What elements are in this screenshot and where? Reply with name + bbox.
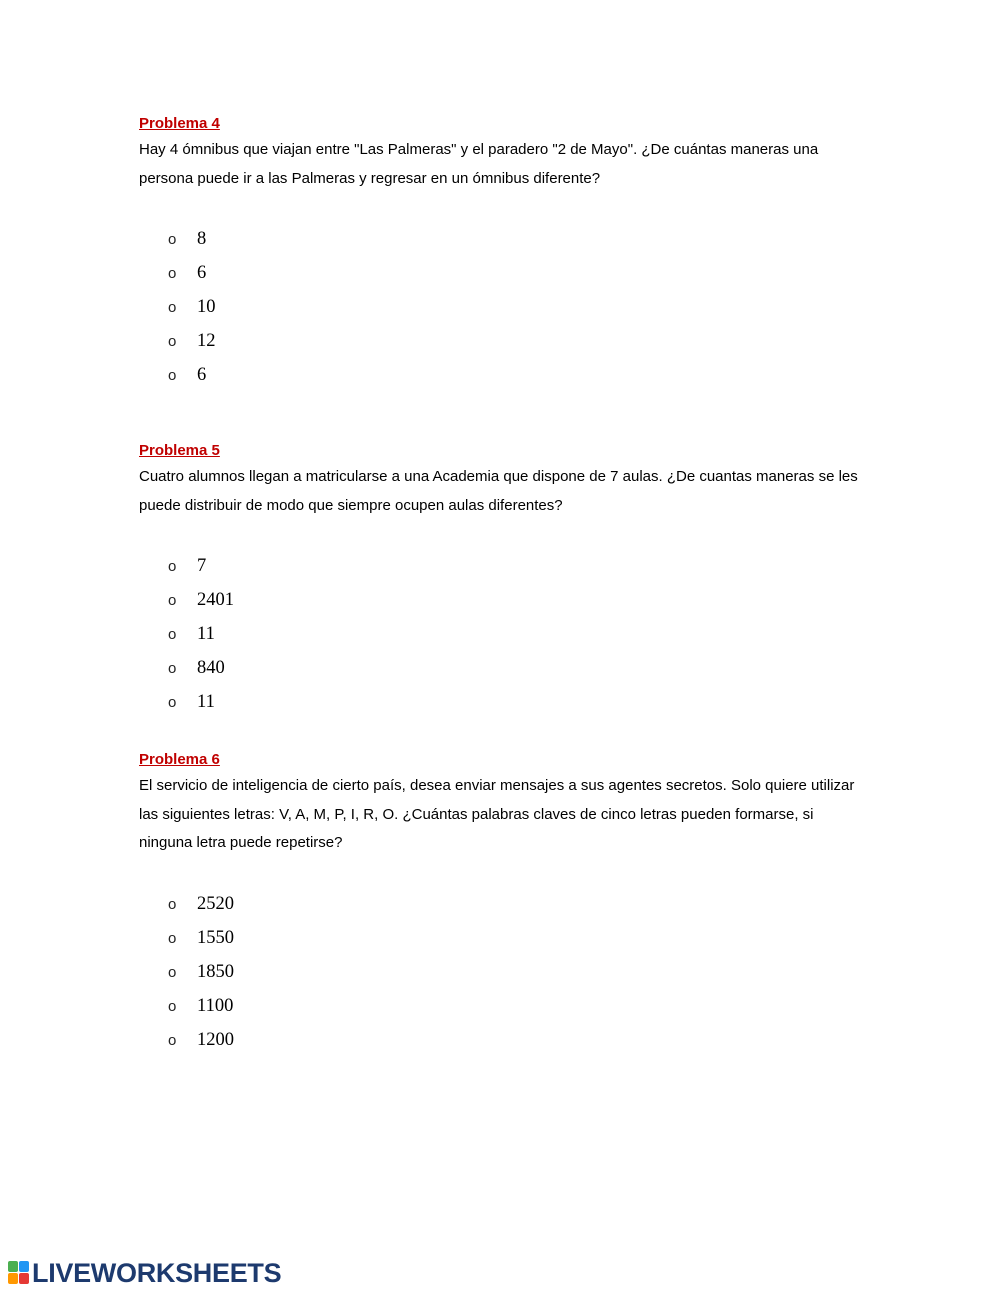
option-list-problem-5 (168, 549, 234, 719)
option-item[interactable] (168, 685, 234, 719)
liveworksheets-logo (8, 1259, 281, 1287)
option-item[interactable] (168, 583, 234, 617)
option-label: 12 (197, 330, 216, 351)
option-item[interactable] (168, 955, 234, 989)
option-label: 1200 (197, 1029, 234, 1050)
option-label: 840 (197, 657, 225, 678)
radio-bullet-icon[interactable]: o (168, 366, 177, 384)
liveworksheets-logo-text: LIVEWORKSHEETS (32, 1257, 282, 1288)
radio-bullet-icon[interactable]: o (168, 895, 177, 913)
radio-bullet-icon[interactable]: o (168, 693, 177, 711)
radio-bullet-icon[interactable]: o (168, 298, 177, 316)
option-label: 7 (197, 555, 207, 576)
problem-title: Problema 4 (139, 115, 220, 132)
radio-bullet-icon[interactable]: o (168, 1031, 177, 1049)
problem-title: Problema 5 (139, 442, 220, 459)
liveworksheets-logo-icon (8, 1261, 30, 1285)
option-label: 1550 (197, 927, 234, 948)
problem-5 (139, 441, 859, 520)
problem-6 (139, 750, 859, 858)
option-item[interactable] (168, 290, 216, 324)
option-list-problem-6 (168, 887, 234, 1057)
option-list-problem-4 (168, 222, 216, 392)
radio-bullet-icon[interactable]: o (168, 230, 177, 248)
radio-bullet-icon[interactable]: o (168, 557, 177, 575)
option-item[interactable] (168, 651, 234, 685)
option-item[interactable] (168, 989, 234, 1023)
option-item[interactable] (168, 617, 234, 651)
option-item[interactable] (168, 1023, 234, 1057)
option-item[interactable] (168, 222, 216, 256)
option-label: 6 (197, 262, 207, 283)
option-item[interactable] (168, 256, 216, 290)
problem-text: Cuatro alumnos llegan a matricularse a una Academia que dispone de 7 aulas. ¿De cuantas maneras se les puede distribuir de modo que siempre ocupen aulas diferentes? (139, 468, 858, 514)
radio-bullet-icon[interactable]: o (168, 625, 177, 643)
option-label: 2520 (197, 893, 234, 914)
problem-text: Hay 4 ómnibus que viajan entre "Las Palmeras" y el paradero "2 de Mayo". ¿De cuántas maneras una persona puede ir a las Palmeras y regresar en un ómnibus diferente? (139, 141, 819, 187)
option-label: 11 (197, 691, 215, 712)
problem-title: Problema 6 (139, 751, 220, 768)
problem-text: El servicio de inteligencia de cierto país, desea enviar mensajes a sus agentes secretos. Solo quiere utilizar las siguientes letras: V, A, M, P, I, R, O. ¿Cuántas palabras claves de cinco letras pueden formarse, si ninguna letra puede repetirse? (139, 777, 855, 851)
radio-bullet-icon[interactable]: o (168, 929, 177, 947)
radio-bullet-icon[interactable]: o (168, 332, 177, 350)
option-label: 8 (197, 228, 207, 249)
radio-bullet-icon[interactable]: o (168, 659, 177, 677)
option-item[interactable] (168, 324, 216, 358)
option-label: 11 (197, 623, 215, 644)
radio-bullet-icon[interactable]: o (168, 963, 177, 981)
radio-bullet-icon[interactable]: o (168, 997, 177, 1015)
option-label: 2401 (197, 589, 234, 610)
option-label: 1100 (197, 995, 234, 1016)
option-label: 10 (197, 296, 216, 317)
option-label: 1850 (197, 961, 234, 982)
option-item[interactable] (168, 358, 216, 392)
option-label: 6 (197, 364, 207, 385)
option-item[interactable] (168, 887, 234, 921)
radio-bullet-icon[interactable]: o (168, 264, 177, 282)
radio-bullet-icon[interactable]: o (168, 591, 177, 609)
option-item[interactable] (168, 549, 234, 583)
problem-4 (139, 114, 859, 193)
option-item[interactable] (168, 921, 234, 955)
